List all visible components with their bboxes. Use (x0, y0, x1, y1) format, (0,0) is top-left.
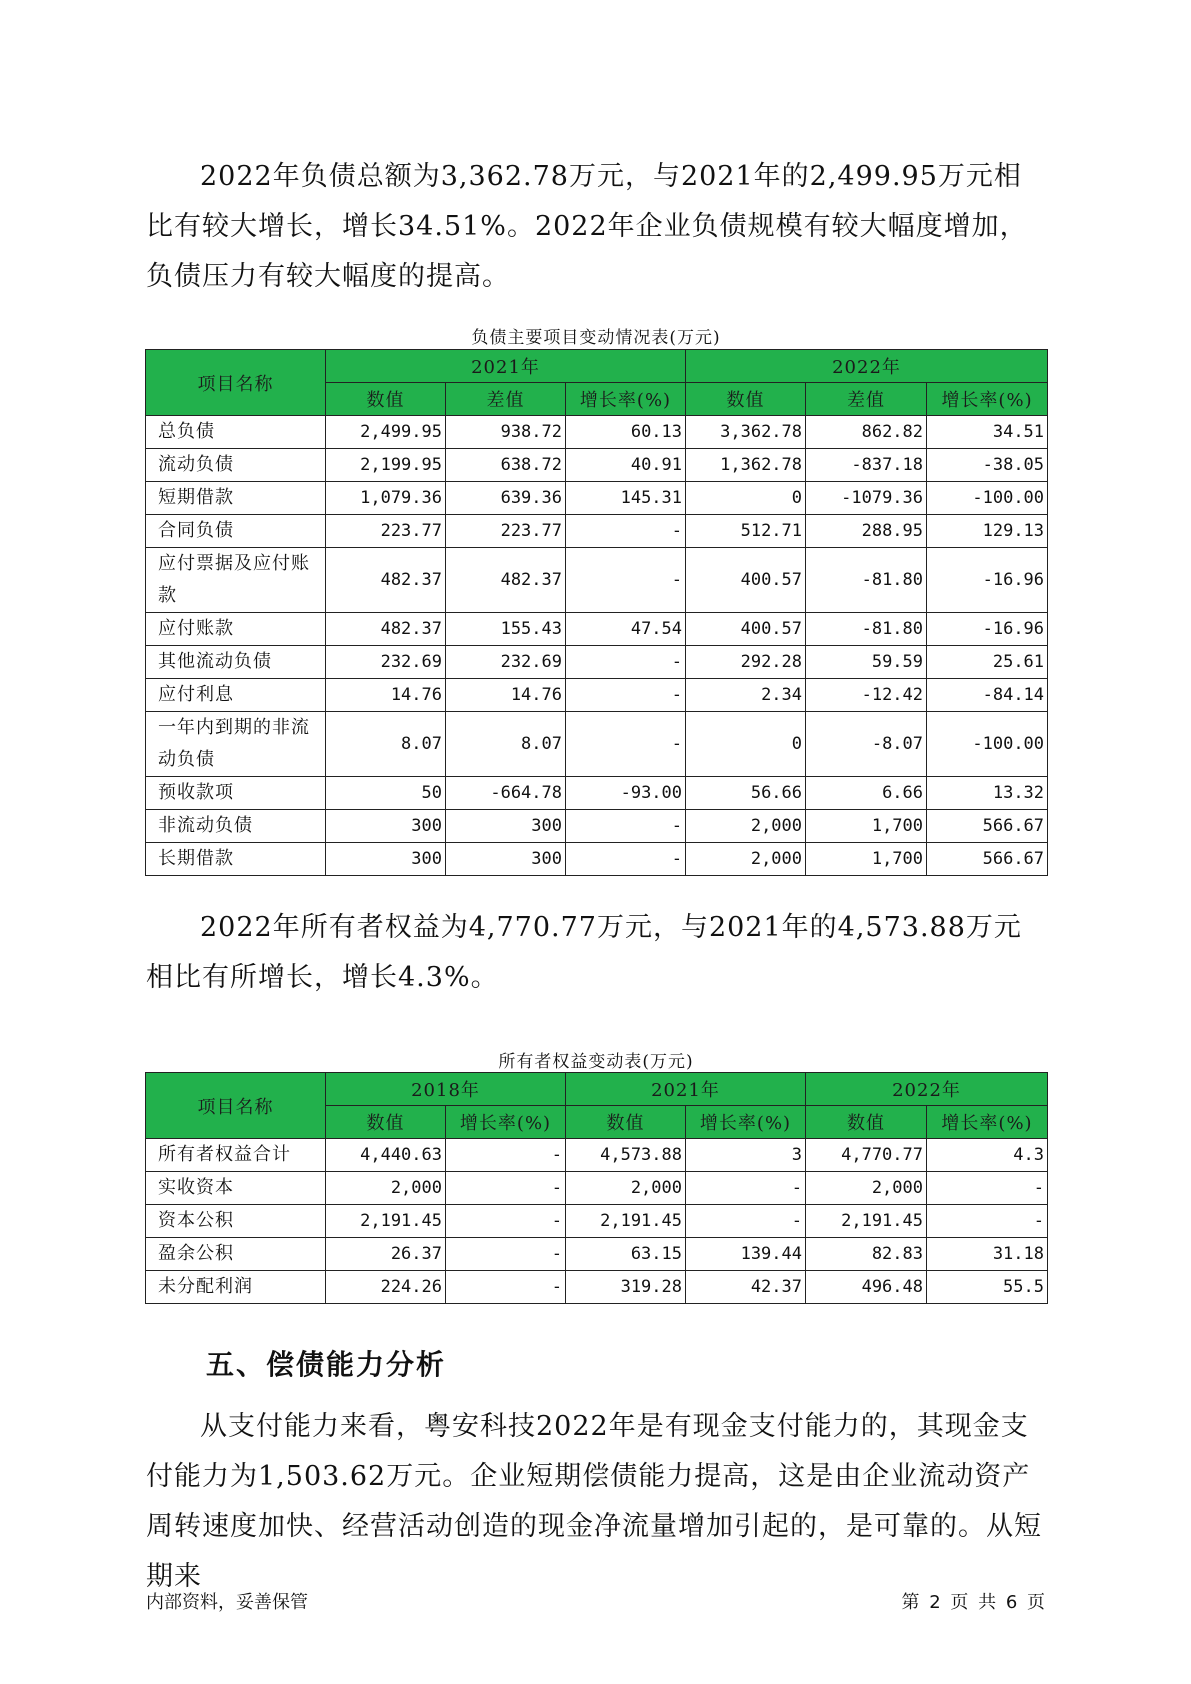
table-row (146, 712, 1048, 777)
table-cell: - (446, 1271, 566, 1304)
table-cell: 2,191.45 (806, 1205, 927, 1238)
year-header: 2021年 (566, 1073, 806, 1106)
table-cell: -81.80 (806, 548, 927, 613)
table-cell: 2,000 (566, 1172, 686, 1205)
row-label: 资本公积 (146, 1205, 326, 1238)
table-cell: 2,000 (326, 1172, 446, 1205)
table-cell: 6.66 (806, 777, 927, 810)
row-label: 未分配利润 (146, 1271, 326, 1304)
row-label: 非流动负债 (146, 810, 326, 843)
table-cell: 223.77 (446, 515, 566, 548)
table-cell: -84.14 (927, 679, 1048, 712)
sub-header: 增长率(%) (927, 1106, 1048, 1139)
name-column-header: 项目名称 (146, 1073, 326, 1139)
table-cell: -38.05 (927, 449, 1048, 482)
table-cell: 82.83 (806, 1238, 927, 1271)
row-label: 短期借款 (146, 482, 326, 515)
table-cell: 14.76 (326, 679, 446, 712)
table-cell: 224.26 (326, 1271, 446, 1304)
table-cell: 638.72 (446, 449, 566, 482)
table-cell: - (927, 1205, 1048, 1238)
sub-header: 增长率(%) (686, 1106, 806, 1139)
table-cell: 2,000 (686, 843, 806, 876)
table-cell: 4,440.63 (326, 1139, 446, 1172)
table-cell: 2,199.95 (326, 449, 446, 482)
table-cell: - (566, 712, 686, 777)
footer-confidential-note: 内部资料，妥善保管 (146, 1592, 308, 1613)
table-row (146, 810, 1048, 843)
table-cell: 2,000 (806, 1172, 927, 1205)
table-cell: 4,770.77 (806, 1139, 927, 1172)
table-row (146, 416, 1048, 449)
table-row (146, 1172, 1048, 1205)
sub-header: 差值 (806, 383, 927, 416)
table-cell: 482.37 (326, 548, 446, 613)
table-cell: - (446, 1205, 566, 1238)
table-row (146, 646, 1048, 679)
year-header: 2022年 (686, 350, 1048, 383)
table2-caption: 所有者权益变动表(万元) (498, 1052, 694, 1072)
table-cell: 59.59 (806, 646, 927, 679)
table-cell: 8.07 (446, 712, 566, 777)
equity-table (145, 1072, 1048, 1304)
sub-header: 增长率(%) (566, 383, 686, 416)
table-cell: 47.54 (566, 613, 686, 646)
table-cell: 34.51 (927, 416, 1048, 449)
table-cell: 42.37 (686, 1271, 806, 1304)
table-cell: 139.44 (686, 1238, 806, 1271)
table-cell: 566.67 (927, 810, 1048, 843)
row-label: 应付账款 (146, 613, 326, 646)
table-cell: 512.71 (686, 515, 806, 548)
table-cell: 55.5 (927, 1271, 1048, 1304)
table-cell: 40.91 (566, 449, 686, 482)
table-cell: 482.37 (326, 613, 446, 646)
table-cell: 0 (686, 712, 806, 777)
table-cell: -664.78 (446, 777, 566, 810)
paragraph-solvency: 从支付能力来看，粤安科技2022年是有现金支付能力的，其现金支付能力为1,503.62万元。企业短期偿债能力提高，这是由企业流动资产周转速度加快、经营活动创造的现金净流量增加引起的，是可靠的。从短期来 (146, 1411, 1042, 1592)
row-label: 合同负债 (146, 515, 326, 548)
table-cell: 482.37 (446, 548, 566, 613)
sub-header: 数值 (686, 383, 806, 416)
sub-header: 数值 (806, 1106, 927, 1139)
year-header: 2018年 (326, 1073, 566, 1106)
table-cell: 292.28 (686, 646, 806, 679)
year-header: 2021年 (326, 350, 686, 383)
table-cell: 63.15 (566, 1238, 686, 1271)
table-cell: 13.32 (927, 777, 1048, 810)
row-label: 实收资本 (146, 1172, 326, 1205)
table-cell: 300 (326, 810, 446, 843)
footer-page-number: 第 2 页 共 6 页 (901, 1592, 1045, 1613)
table-cell: - (686, 1205, 806, 1238)
row-label: 其他流动负债 (146, 646, 326, 679)
table-row (146, 482, 1048, 515)
table-cell: - (686, 1172, 806, 1205)
paragraph-liabilities: 2022年负债总额为3,362.78万元，与2021年的2,499.95万元相比有较大增长，增长34.51%。2022年企业负债规模有较大幅度增加，负债压力有较大幅度的提高。 (146, 161, 1028, 292)
table-cell: 129.13 (927, 515, 1048, 548)
row-label: 盈余公积 (146, 1238, 326, 1271)
table-cell: 3,362.78 (686, 416, 806, 449)
table-cell: 3 (686, 1139, 806, 1172)
table-cell: - (566, 843, 686, 876)
table-cell: 26.37 (326, 1238, 446, 1271)
row-label: 所有者权益合计 (146, 1139, 326, 1172)
name-column-header: 项目名称 (146, 350, 326, 416)
table-cell: 155.43 (446, 613, 566, 646)
table-cell: -100.00 (927, 712, 1048, 777)
section-heading: 五、偿债能力分析 (206, 1348, 447, 1381)
table-cell: 4.3 (927, 1139, 1048, 1172)
table-cell: 862.82 (806, 416, 927, 449)
table-cell: 223.77 (326, 515, 446, 548)
row-label: 长期借款 (146, 843, 326, 876)
table-cell: 938.72 (446, 416, 566, 449)
sub-header: 数值 (326, 1106, 446, 1139)
table-cell: - (446, 1139, 566, 1172)
liabilities-table (145, 349, 1048, 876)
table-row (146, 777, 1048, 810)
table-cell: - (566, 646, 686, 679)
table-cell: - (566, 679, 686, 712)
row-label: 总负债 (146, 416, 326, 449)
table-cell: -81.80 (806, 613, 927, 646)
table-cell: -100.00 (927, 482, 1048, 515)
table-cell: 0 (686, 482, 806, 515)
table-row (146, 843, 1048, 876)
sub-header: 增长率(%) (446, 1106, 566, 1139)
row-label: 一年内到期的非流动负债 (146, 712, 326, 777)
table-row (146, 613, 1048, 646)
table1-caption: 负债主要项目变动情况表(万元) (471, 328, 721, 348)
table-cell: 639.36 (446, 482, 566, 515)
table-cell: 2,191.45 (566, 1205, 686, 1238)
table-cell: -93.00 (566, 777, 686, 810)
sub-header: 数值 (326, 383, 446, 416)
year-header: 2022年 (806, 1073, 1048, 1106)
sub-header: 增长率(%) (927, 383, 1048, 416)
table-cell: 60.13 (566, 416, 686, 449)
table-cell: 300 (326, 843, 446, 876)
table-cell: -8.07 (806, 712, 927, 777)
table-cell: 56.66 (686, 777, 806, 810)
table-cell: 1,700 (806, 843, 927, 876)
table-row (146, 1238, 1048, 1271)
table-cell: - (446, 1172, 566, 1205)
table-row (146, 679, 1048, 712)
table-cell: 319.28 (566, 1271, 686, 1304)
table-cell: 14.76 (446, 679, 566, 712)
table-cell: 2.34 (686, 679, 806, 712)
table-cell: 1,700 (806, 810, 927, 843)
table-cell: - (566, 548, 686, 613)
sub-header: 差值 (446, 383, 566, 416)
table-cell: 496.48 (806, 1271, 927, 1304)
row-label: 预收款项 (146, 777, 326, 810)
row-label: 应付票据及应付账款 (146, 548, 326, 613)
table-cell: 1,362.78 (686, 449, 806, 482)
table-cell: 232.69 (326, 646, 446, 679)
table-cell: 1,079.36 (326, 482, 446, 515)
table-cell: 300 (446, 810, 566, 843)
table-row (146, 1205, 1048, 1238)
table-cell: 50 (326, 777, 446, 810)
table-row (146, 1271, 1048, 1304)
equity-table-body (146, 1139, 1048, 1304)
table-cell: 400.57 (686, 548, 806, 613)
table-cell: 145.31 (566, 482, 686, 515)
table-cell: 566.67 (927, 843, 1048, 876)
table-cell: -12.42 (806, 679, 927, 712)
table-cell: 232.69 (446, 646, 566, 679)
table-cell: - (927, 1172, 1048, 1205)
paragraph-equity: 2022年所有者权益为4,770.77万元，与2021年的4,573.88万元相比有所增长，增长4.3%。 (146, 912, 1022, 993)
table-cell: - (566, 810, 686, 843)
table-cell: 2,499.95 (326, 416, 446, 449)
table-row (146, 548, 1048, 613)
table-cell: 8.07 (326, 712, 446, 777)
table-cell: 25.61 (927, 646, 1048, 679)
row-label: 流动负债 (146, 449, 326, 482)
table-row (146, 449, 1048, 482)
sub-header: 数值 (566, 1106, 686, 1139)
table-cell: - (566, 515, 686, 548)
table-cell: - (446, 1238, 566, 1271)
table-row (146, 515, 1048, 548)
table-cell: 4,573.88 (566, 1139, 686, 1172)
table-cell: 300 (446, 843, 566, 876)
table-cell: 2,191.45 (326, 1205, 446, 1238)
liabilities-table-body (146, 416, 1048, 876)
row-label: 应付利息 (146, 679, 326, 712)
table-cell: -837.18 (806, 449, 927, 482)
table-cell: 400.57 (686, 613, 806, 646)
table-cell: -16.96 (927, 613, 1048, 646)
table-cell: 31.18 (927, 1238, 1048, 1271)
table-cell: 2,000 (686, 810, 806, 843)
table-cell: -1079.36 (806, 482, 927, 515)
table-row (146, 1139, 1048, 1172)
table-cell: 288.95 (806, 515, 927, 548)
table-cell: -16.96 (927, 548, 1048, 613)
